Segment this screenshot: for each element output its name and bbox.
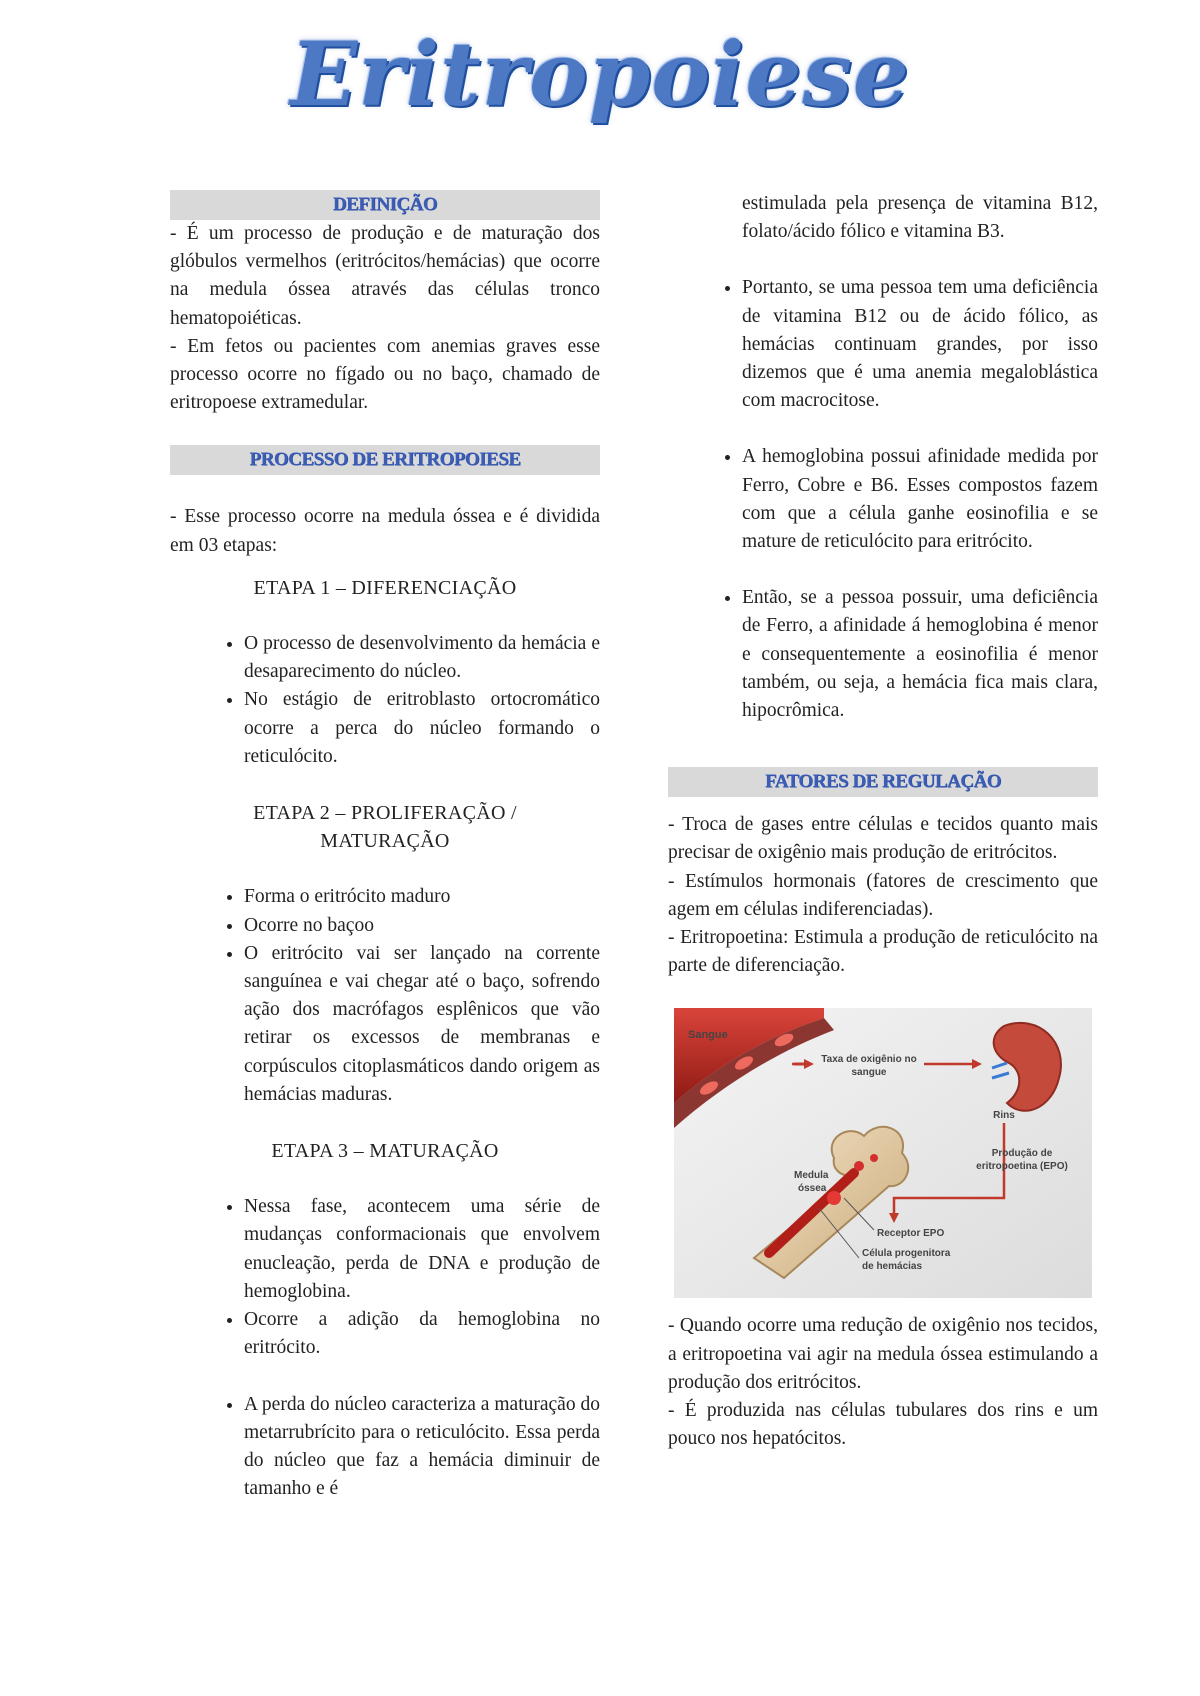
list-item: • A perda do núcleo caracteriza a maturação do metarrubrícito para o reticulócito. Essa perda do núcleo que faz a hemácia diminuir de tamanho e é bbox=[244, 1391, 600, 1504]
label-taxa-line-2: sangue bbox=[851, 1067, 887, 1079]
list-item: • Então, se a pessoa possuir, uma deficiência de Ferro, a afinidade á hemoglobina é menor e consequentemente a eosinofilia é menor também, ou seja, a hemácia fica mais clara, hipocrômica. bbox=[742, 584, 1098, 725]
label-sangue: Sangue bbox=[688, 1029, 728, 1042]
etapa-1-list bbox=[170, 630, 600, 771]
label-rins: Rins bbox=[993, 1110, 1015, 1122]
label-epo-line-2: eritropoetina (EPO) bbox=[976, 1161, 1068, 1173]
fatores-paragraph-1: - Troca de gases entre células e tecidos quanto mais precisar de oxigênio mais produção de eritrócitos. bbox=[668, 814, 1098, 864]
continued-paragraph: estimulada pela presença de vitamina B12, folato/ácido fólico e vitamina B3. bbox=[742, 193, 1098, 243]
label-medula-line-2: óssea bbox=[798, 1183, 827, 1195]
list-item: • No estágio de eritroblasto ortocromático ocorre a perca do núcleo formando o reticulócito. bbox=[244, 686, 600, 771]
cell-shape bbox=[870, 1154, 878, 1162]
processo-intro: - Esse processo ocorre na medula óssea e é dividida em 03 etapas: bbox=[170, 506, 600, 556]
list-item: • O processo de desenvolvimento da hemácia e desaparecimento do núcleo. bbox=[244, 630, 600, 686]
fatores-paragraph-5: - É produzida nas células tubulares dos rins e um pouco nos hepatócitos. bbox=[668, 1400, 1098, 1450]
section-heading-fatores: FATORES DE REGULAÇÃO bbox=[668, 767, 1098, 797]
list-item: • Nessa fase, acontecem uma série de mudanças conformacionais que envolvem enucleação, perda de DNA e produção de hemoglobina. bbox=[244, 1193, 600, 1306]
cell-shape bbox=[827, 1191, 841, 1205]
list-item: • O eritrócito vai ser lançado na corrente sanguínea e vai chegar até o baço, sofrendo ação dos macrófagos esplênicos que vão retirar os excessos de membranas e corpúsculos citoplasmáticos dando origem as hemácias maduras. bbox=[244, 940, 600, 1109]
label-receptor: Receptor EPO bbox=[877, 1228, 945, 1240]
list-item: • Portanto, se uma pessoa tem uma deficiência de vitamina B12 ou de ácido fólico, as hemácias continuam grandes, por isso dizemos que é uma anemia megaloblástica com macrocitose. bbox=[742, 274, 1098, 415]
cell-shape bbox=[854, 1161, 864, 1171]
right-column bbox=[668, 190, 1098, 1453]
label-celula-line-2: de hemácias bbox=[862, 1261, 923, 1273]
left-column bbox=[170, 190, 600, 1503]
etapa-3-title: ETAPA 3 – MATURAÇÃO bbox=[271, 1140, 499, 1163]
section-heading-processo: PROCESSO DE ERITROPOIESE bbox=[170, 445, 600, 475]
fatores-paragraph-4: - Quando ocorre uma redução de oxigênio nos tecidos, a eritropoetina vai agir na medula óssea estimulando a produção dos eritrócitos. bbox=[668, 1315, 1098, 1393]
fatores-paragraph-2: - Estímulos hormonais (fatores de crescimento que agem em células indiferenciadas). bbox=[668, 870, 1098, 920]
document-title: Eritropoiese bbox=[290, 22, 910, 126]
etapa-3-list-continued bbox=[170, 1391, 600, 1504]
list-item: • Forma o eritrócito maduro bbox=[244, 883, 600, 911]
list-item: • A hemoglobina possui afinidade medida por Ferro, Cobre e B6. Esses compostos fazem com que a célula ganhe eosinofilia e se mature de reticulócito para eritrócito. bbox=[742, 443, 1098, 556]
label-taxa-line-1: Taxa de oxigênio no bbox=[821, 1054, 917, 1066]
definicao-paragraph-1: - É um processo de produção e de maturação dos glóbulos vermelhos (eritrócitos/hemácias) que ocorre na medula óssea através das células tronco hematopoiéticas. bbox=[170, 223, 600, 329]
epo-regulation-figure bbox=[674, 1008, 1092, 1298]
definicao-paragraph-2: - Em fetos ou pacientes com anemias graves esse processo ocorre no fígado ou no baço, chamado de eritropoese extramedular. bbox=[170, 335, 600, 414]
epo-diagram bbox=[674, 1008, 1092, 1298]
vitamin-list bbox=[668, 274, 1098, 415]
etapa-1-title: ETAPA 1 – DIFERENCIAÇÃO bbox=[253, 576, 517, 599]
list-item: • Ocorre a adição da hemoglobina no eritrócito. bbox=[244, 1306, 600, 1362]
label-medula-line-1: Medula bbox=[794, 1170, 829, 1182]
etapa-2-title-line-2: MATURAÇÃO bbox=[320, 830, 450, 853]
etapa-3-list bbox=[170, 1193, 600, 1362]
etapa-2-list bbox=[170, 883, 600, 1109]
etapa-2-title-line-1: ETAPA 2 – PROLIFERAÇÃO / bbox=[253, 802, 517, 825]
section-heading-definicao: DEFINIÇÃO bbox=[170, 190, 600, 220]
label-celula-line-1: Célula progenitora bbox=[862, 1248, 951, 1260]
hemoglobin-list bbox=[668, 443, 1098, 556]
iron-list bbox=[668, 584, 1098, 725]
fatores-paragraph-3: - Eritropoetina: Estimula a produção de reticulócito na parte de diferenciação. bbox=[668, 927, 1098, 977]
list-item: • Ocorre no baçoo bbox=[244, 912, 600, 940]
label-epo-line-1: Produção de bbox=[991, 1148, 1053, 1160]
